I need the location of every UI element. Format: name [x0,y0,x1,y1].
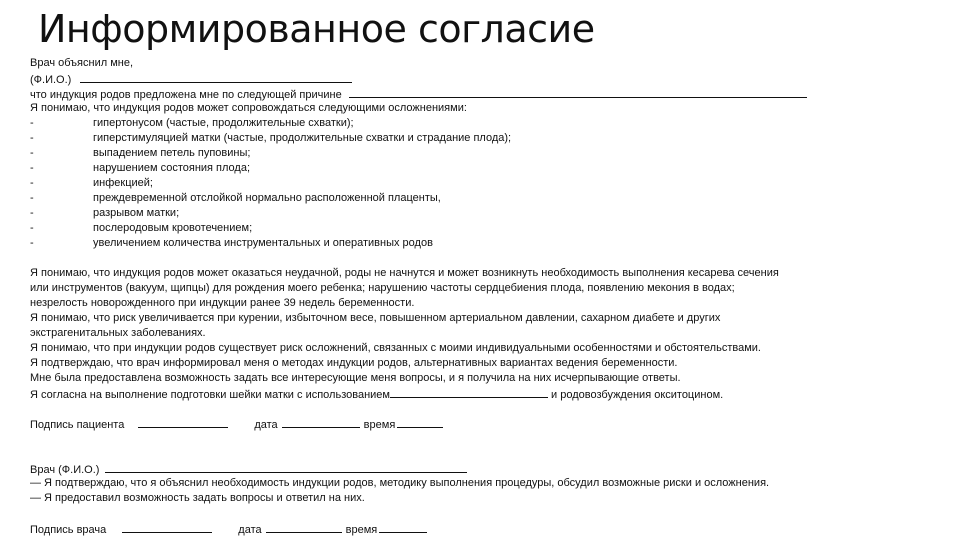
paragraph-line: Я понимаю, что при индукции родов существует риск осложнений, связанных с моими индивидуальными особенностями и обстоятельствами. [30,342,761,354]
list-item [30,191,930,206]
patient-signature-row [30,416,930,431]
complications-list [30,116,930,251]
list-bullet: - [30,192,34,204]
paragraph-line: или инструментов (вакуум, щипцы) для рождения моего ребенка; нарушению частоты сердцебиения плода, появлению мекония в водах; [30,282,735,294]
spacer [30,506,930,521]
complication-text: гиперстимуляцией матки (частые, продолжительные схватки и страдание плода); [93,132,512,144]
consent-text-after: и родовозбуждения окситоцином. [551,389,724,401]
list-bullet: - [30,147,34,159]
spacer [30,251,930,266]
patient-date-label: дата [254,419,278,431]
paragraph-line: Я понимаю, что риск увеличивается при курении, избыточном весе, повышенном артериальном давлении, сахарном диабете и других [30,312,721,324]
reason-blank[interactable] [349,86,807,98]
doctor-fio-label: Врач (Ф.И.О.) [30,464,100,476]
doctor-name-blank[interactable] [105,461,467,473]
risks-paragraph [30,266,930,401]
consent-form [30,56,930,536]
fio-label: (Ф.И.О.) [30,74,72,86]
doctor-time-label: время [345,524,378,536]
doctor-date-blank[interactable] [266,521,342,533]
paragraph-line: Я подтверждаю, что врач информировал меня о методах индукции родов, альтернативных вариантах ведения беременности. [30,357,678,369]
list-bullet: - [30,177,34,189]
document-title: Информированное согласие [38,7,595,51]
doctor-fio-line [30,71,930,86]
list-item [30,161,930,176]
doctor-explained-line: Врач объяснил мне, [30,57,134,69]
doctor-fio-blank[interactable] [80,71,352,83]
list-item [30,131,930,146]
complication-text: нарушением состояния плода; [93,162,251,174]
list-item [30,116,930,131]
list-bullet: - [30,237,34,249]
reason-line [30,86,930,101]
doctor-confirm-line: — Я подтверждаю, что я объяснил необходимость индукции родов, методику выполнения процедуры, обсудил возможные риски и осложнения. [30,477,770,489]
spacer [30,446,930,461]
list-bullet: - [30,162,34,174]
spacer [30,401,930,416]
complication-text: выпадением петель пуповины; [93,147,251,159]
doctor-signature-blank[interactable] [122,521,212,533]
method-blank[interactable] [390,386,548,398]
patient-signature-label: Подпись пациента [30,419,125,431]
doctor-signature-label: Подпись врача [30,524,107,536]
list-bullet: - [30,117,34,129]
complication-text: увеличением количества инструментальных и оперативных родов [93,237,433,249]
doctor-date-label: дата [238,524,262,536]
list-item [30,206,930,221]
consent-text-before: Я согласна на выполнение подготовки шейки матки с использованием [30,389,390,401]
list-bullet: - [30,207,34,219]
doctor-signature-row [30,521,930,536]
paragraph-line: незрелость новорожденного при индукции ранее 39 недель беременности. [30,297,415,309]
doctor-fio-row [30,461,930,476]
patient-time-label: время [363,419,396,431]
paragraph-line: Я понимаю, что индукция родов может оказаться неудачной, роды не начнутся и может возникнуть необходимость выполнения кесарева сечения [30,267,779,279]
consent-line [30,386,930,401]
patient-date-blank[interactable] [282,416,360,428]
complication-text: преждевременной отслойкой нормально расположенной плаценты, [93,192,441,204]
complications-intro: Я понимаю, что индукция родов может сопровождаться следующими осложнениями: [30,102,467,114]
list-bullet: - [30,132,34,144]
complication-text: послеродовым кровотечением; [93,222,253,234]
complication-text: инфекцией; [93,177,153,189]
patient-time-blank[interactable] [397,416,443,428]
complication-text: гипертонусом (частые, продолжительные схватки); [93,117,354,129]
patient-signature-blank[interactable] [138,416,228,428]
paragraph-line: Мне была предоставлена возможность задать все интересующие меня вопросы, и я получила на них исчерпывающие ответы. [30,372,681,384]
paragraph-line: экстрагенитальных заболеваниях. [30,327,206,339]
list-item [30,221,930,236]
list-item [30,236,930,251]
doctor-time-blank[interactable] [379,521,427,533]
list-item [30,176,930,191]
doctor-confirm-line: — Я предоставил возможность задать вопросы и ответил на них. [30,492,365,504]
reason-text: что индукция родов предложена мне по следующей причине [30,89,342,101]
list-bullet: - [30,222,34,234]
complication-text: разрывом матки; [93,207,180,219]
list-item [30,146,930,161]
spacer [30,431,930,446]
